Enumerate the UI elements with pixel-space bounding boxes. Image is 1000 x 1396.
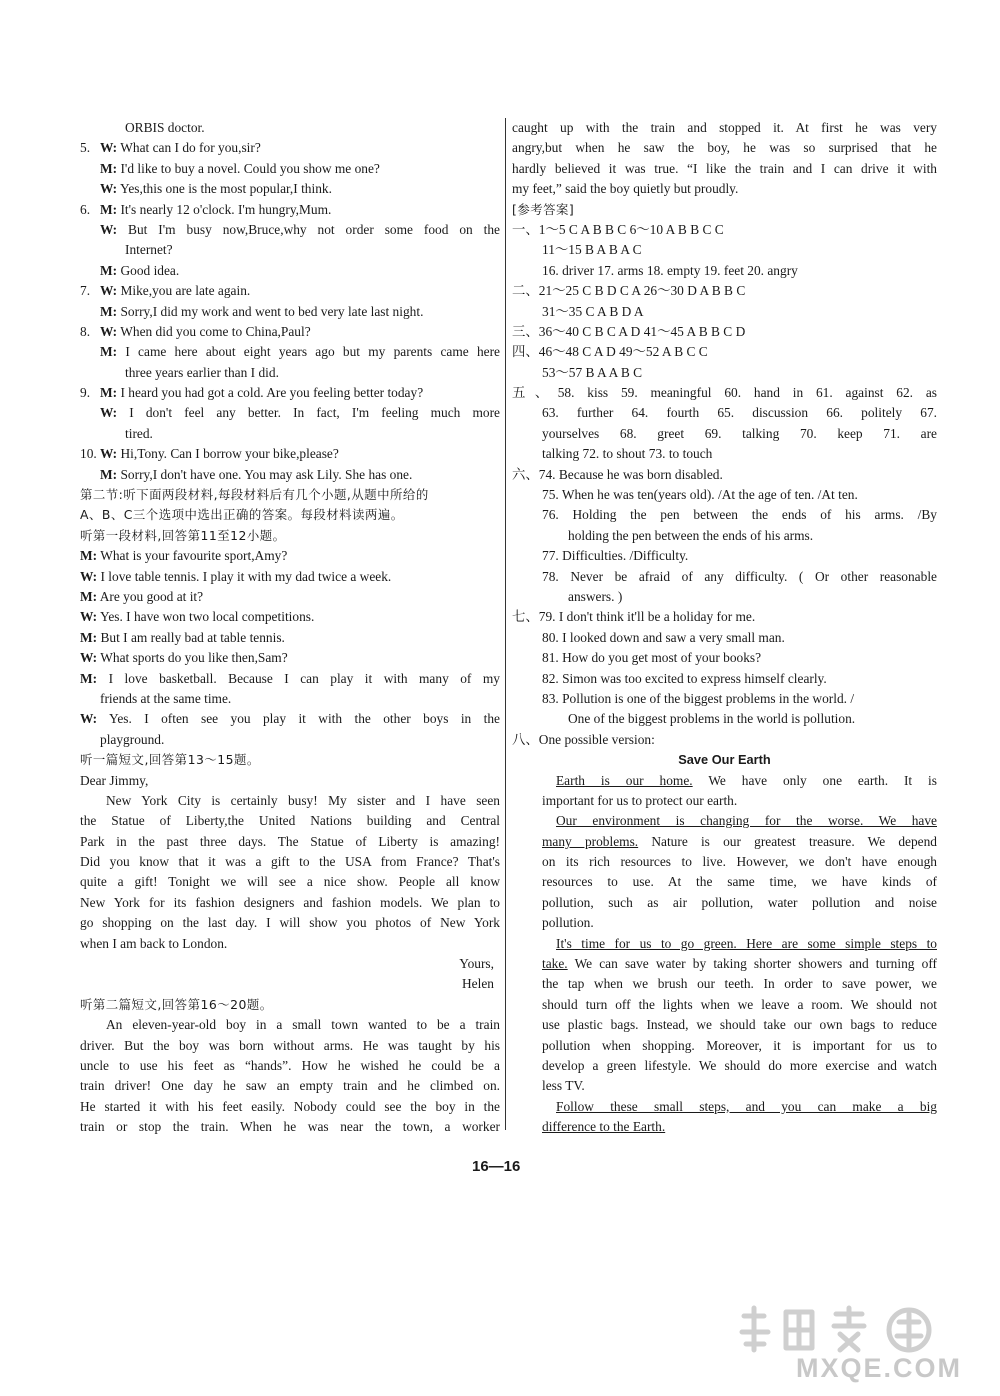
line-text: Good idea.: [120, 262, 180, 278]
text-line: [512, 852, 937, 872]
line-text: when I am back to London.: [80, 935, 228, 951]
line-text: But I'm busy now,Bruce,why not order some food on the: [128, 221, 500, 237]
text-line: [512, 689, 937, 709]
text-line: [80, 811, 500, 831]
line-text: 82. Simon was too excited to express himself clearly.: [542, 670, 827, 686]
text-line: [512, 648, 937, 668]
text-line: [512, 995, 937, 1015]
text-line: [80, 118, 500, 138]
line-text: 听一篇短文,回答第13～15题。: [80, 752, 260, 768]
item-number: 9.: [80, 385, 91, 401]
underlined-text: take.: [542, 956, 568, 972]
line-text: 八、One possible version:: [512, 731, 655, 747]
text-line: [512, 546, 937, 566]
line-text: use plastic bags. Instead, we should take our own bags to reduce: [542, 1017, 937, 1033]
page-number: 16—16: [472, 1158, 521, 1175]
text-line: [80, 832, 500, 852]
text-line: [80, 179, 500, 199]
text-line: [80, 1117, 500, 1137]
line-text: I love basketball. Because I can play it with many of my: [108, 670, 500, 686]
text-line: [80, 220, 500, 240]
line-text: Internet?: [125, 242, 173, 258]
line-text: What sports do you like then,Sam?: [100, 650, 288, 666]
underlined-text: Our environment is changing for the worse. We have: [556, 813, 937, 829]
line-text: 听第二篇短文,回答第16～20题。: [80, 996, 273, 1012]
watermark: [710, 1304, 980, 1384]
line-text: 76. Holding the pen between the ends of his arms. /By: [542, 507, 937, 523]
speaker-label: W:: [100, 221, 118, 237]
text-line: [512, 240, 937, 260]
underlined-text: Follow these small steps, and you can make a big: [556, 1098, 937, 1114]
line-text: ORBIS doctor.: [125, 120, 205, 135]
line-text: playground.: [100, 731, 165, 747]
speaker-label: W:: [100, 283, 118, 299]
speaker-label: W:: [100, 181, 118, 197]
text-line: [512, 526, 937, 546]
text-line: [512, 465, 937, 485]
speaker-label: M:: [80, 548, 98, 564]
line-text: Nature is our greatest treasure. We depend: [638, 833, 937, 849]
line-text: 81. How do you get most of your books?: [542, 650, 762, 666]
speaker-label: M:: [80, 629, 98, 645]
speaker-label: M:: [100, 303, 118, 319]
line-text: pollution.: [542, 915, 594, 931]
line-text: We can save water by taking shorter showers and turning off: [567, 956, 937, 972]
text-line: [512, 1097, 937, 1117]
line-text: the tap when we brush our teeth. In order to save power, we: [542, 976, 937, 992]
speaker-label: M:: [100, 201, 118, 217]
text-line: [80, 240, 500, 260]
text-line: [80, 872, 500, 892]
line-text: He started it with his feet easily. Nobody could see the boy in the: [80, 1098, 500, 1114]
text-line: [512, 954, 937, 974]
text-line: [80, 1097, 500, 1117]
text-line: [512, 403, 937, 423]
text-line: [80, 383, 500, 403]
text-line: [80, 1076, 500, 1096]
line-text: 80. I looked down and saw a very small man.: [542, 629, 785, 645]
text-line: [512, 567, 937, 587]
speaker-label: W:: [100, 140, 118, 156]
line-text: When did you come to China,Paul?: [120, 323, 311, 339]
line-text: train driver! One day he saw an empty train and he climbed on.: [80, 1078, 500, 1094]
speaker-label: W:: [100, 323, 118, 339]
speaker-label: W:: [80, 609, 98, 625]
line-text: Hi,Tony. Can I borrow your bike,please?: [120, 446, 339, 462]
line-text: I don't feel any better. In fact, I'm feeling much more: [129, 405, 500, 421]
line-text: 11～15 B A B A C: [542, 242, 642, 258]
text-line: [512, 281, 937, 301]
text-line: [80, 954, 500, 974]
text-line: [80, 791, 500, 811]
line-text: I'd like to buy a novel. Could you show me one?: [120, 160, 380, 176]
text-line: [512, 750, 937, 770]
line-text: driver. But the boy was born without arms. He was taught by his: [80, 1037, 500, 1053]
line-text: [参考答案]: [512, 201, 575, 217]
text-line: [512, 628, 937, 648]
text-line: [80, 342, 500, 362]
text-line: [80, 567, 500, 587]
line-text: 16. driver 17. arms 18. empty 19. feet 20. angry: [542, 262, 798, 278]
line-text: Yes. I have won two local competitions.: [99, 609, 315, 625]
text-line: [512, 669, 937, 689]
speaker-label: W:: [100, 446, 118, 462]
watermark-logo-icon: [734, 1304, 964, 1354]
line-text: 五、58. kiss 59. meaningful 60. hand in 61. against 62. as: [512, 385, 937, 401]
speaker-label: W:: [80, 711, 98, 727]
item-number: 8.: [80, 323, 91, 339]
text-line: [512, 1117, 937, 1137]
text-line: [512, 607, 937, 627]
line-text: 83. Pollution is one of the biggest problems in the world. /: [542, 690, 855, 706]
line-text: on its rich resources to live. However, we don't have enough: [542, 854, 937, 870]
line-text: Yes,this one is the most popular,I think.: [119, 181, 332, 197]
text-line: [80, 1056, 500, 1076]
line-text: yourselves 68. greet 69. talking 70. keep 71. are: [542, 425, 937, 441]
line-text: develop a green lifestyle. We should do more exercise and watch: [542, 1057, 937, 1073]
text-line: [512, 913, 937, 933]
line-text: answers. ): [568, 588, 623, 604]
line-text: quite a gift! Tonight we will see a nice show. People all know: [80, 874, 500, 890]
text-line: [512, 934, 937, 954]
text-line: [512, 587, 937, 607]
text-line: [80, 200, 500, 220]
underlined-text: many problems.: [542, 833, 639, 849]
line-text: my feet,” said the boy quietly but proudly.: [512, 181, 739, 197]
text-line: [512, 1015, 937, 1035]
underlined-text: It's time for us to go green. Here are some simple steps to: [556, 935, 937, 951]
text-line: [80, 709, 500, 729]
line-text: 77. Difficulties. /Difficulty.: [542, 548, 689, 564]
line-text: Yours,: [459, 956, 494, 972]
line-text: Yes. I often see you play it with the other boys in the: [109, 711, 500, 727]
text-line: [512, 363, 937, 383]
line-text: 四、46～48 C A D 49～52 A B C C: [512, 344, 708, 360]
speaker-label: M:: [80, 588, 98, 604]
line-text: pollution when shopping. Moreover, it is important for us to: [542, 1037, 937, 1053]
line-text: resources to use. At the same time, we have kinds of: [542, 874, 937, 890]
line-text: Sorry,I did my work and went to bed very late last night.: [120, 303, 424, 319]
text-line: [512, 893, 937, 913]
line-text: friends at the same time.: [100, 690, 232, 706]
text-line: [512, 383, 937, 403]
line-text: What can I do for you,sir?: [120, 140, 261, 156]
text-line: [80, 261, 500, 281]
line-text: three years earlier than I did.: [125, 364, 279, 380]
line-text: One of the biggest problems in the world is pollution.: [568, 711, 856, 727]
text-line: [512, 811, 937, 831]
line-text: angry,but when he saw the boy, he was so surprised that he: [512, 140, 937, 156]
line-text: holding the pen between the ends of his arms.: [568, 527, 814, 543]
line-text: 一、1～5 C A B B C 6～10 A B B C C: [512, 221, 724, 237]
line-text: New York City is certainly busy! My sister and I have seen: [106, 792, 500, 808]
line-text: I love table tennis. I play it with my dad twice a week.: [100, 568, 392, 584]
line-text: Are you good at it?: [99, 588, 204, 604]
speaker-label: W:: [80, 650, 98, 666]
text-line: [80, 607, 500, 627]
text-line: [512, 1036, 937, 1056]
text-line: [512, 709, 937, 729]
item-number: 7.: [80, 283, 91, 299]
line-text: the Statue of Liberty,the United Nations building and Central: [80, 813, 500, 829]
line-text: Park in the past three days. The Statue of Liberty is amazing!: [80, 833, 500, 849]
text-line: [80, 771, 500, 791]
line-text: Save Our Earth: [678, 752, 771, 768]
line-text: 53～57 B A A B C: [542, 364, 643, 380]
speaker-label: M:: [100, 160, 118, 176]
text-line: [80, 465, 500, 485]
speaker-label: M:: [100, 466, 118, 482]
text-line: [80, 302, 500, 322]
item-number: 5.: [80, 140, 91, 156]
line-text: 75. When he was ten(years old). /At the age of ten. /At ten.: [542, 487, 858, 503]
line-text: tired.: [125, 425, 153, 441]
line-text: 第二节:听下面两段材料,每段材料后有几个小题,从题中所给的: [80, 487, 429, 503]
line-text: 二、21～25 C B D C A 26～30 D A B B C: [512, 283, 746, 299]
line-text: 63. further 64. fourth 65. discussion 66. politely 67.: [542, 405, 937, 421]
speaker-label: M:: [80, 670, 98, 686]
text-line: [80, 485, 500, 505]
text-line: [80, 669, 500, 689]
speaker-label: M:: [100, 344, 118, 360]
underlined-text: Earth is our home.: [556, 772, 693, 788]
line-text: train or stop the train. When he was near the town, a worker: [80, 1119, 500, 1135]
line-text: Sorry,I don't have one. You may ask Lily. She has one.: [120, 466, 413, 482]
text-line: [80, 138, 500, 158]
text-line: [512, 505, 937, 525]
text-line: [80, 852, 500, 872]
text-line: [80, 913, 500, 933]
text-line: [512, 1076, 937, 1096]
line-text: I came here about eight years ago but my parents came here: [125, 344, 500, 360]
text-line: [512, 159, 937, 179]
text-line: [80, 974, 500, 994]
text-line: [80, 281, 500, 301]
text-line: [512, 974, 937, 994]
text-line: [80, 424, 500, 444]
line-text: pollution, such as air pollution, water pollution and noise: [542, 894, 937, 910]
text-line: [80, 628, 500, 648]
text-line: [80, 505, 500, 525]
line-text: hardly believed it was true. “I like the train and I can drive it with: [512, 160, 937, 176]
text-line: [512, 791, 937, 811]
line-text: important for us to protect our earth.: [542, 792, 738, 808]
line-text: 七、79. I don't think it'll be a holiday for me.: [512, 609, 756, 625]
speaker-label: M:: [100, 385, 118, 401]
watermark-text: MXQE.COM: [795, 1353, 962, 1383]
line-text: 六、74. Because he was born disabled.: [512, 466, 723, 482]
speaker-label: M:: [100, 262, 118, 278]
left-column: [80, 118, 500, 1138]
line-text: 31～35 C A B D A: [542, 303, 644, 319]
text-line: [512, 200, 937, 220]
text-line: [80, 322, 500, 342]
item-number: 10.: [80, 446, 97, 462]
line-text: It's nearly 12 o'clock. I'm hungry,Mum.: [120, 201, 332, 217]
text-line: [80, 1036, 500, 1056]
line-text: An eleven-year-old boy in a small town wanted to be a train: [106, 1017, 500, 1033]
text-line: [512, 730, 937, 750]
line-text: A、B、C三个选项中选出正确的答案。每段材料读两遍。: [80, 507, 404, 523]
item-number: 6.: [80, 201, 91, 217]
line-text: less TV.: [542, 1078, 585, 1094]
line-text: But I am really bad at table tennis.: [100, 629, 285, 645]
speaker-label: W:: [100, 405, 118, 421]
line-text: What is your favourite sport,Amy?: [100, 548, 288, 564]
text-line: [80, 750, 500, 770]
line-text: Dear Jimmy,: [80, 772, 149, 788]
text-line: [80, 689, 500, 709]
text-line: [80, 1015, 500, 1035]
line-text: caught up with the train and stopped it. At first he was very: [512, 120, 937, 135]
text-line: [80, 730, 500, 750]
text-line: [80, 587, 500, 607]
text-line: [512, 832, 937, 852]
text-line: [80, 934, 500, 954]
text-line: [80, 995, 500, 1015]
line-text: Mike,you are late again.: [120, 283, 251, 299]
speaker-label: W:: [80, 568, 98, 584]
line-text: 三、36～40 C B C A D 41～45 A B B C D: [512, 323, 746, 339]
line-text: 78. Never be afraid of any difficulty. ( Or other reasonable: [542, 568, 937, 584]
line-text: We have only one earth. It is: [692, 772, 937, 788]
text-line: [80, 648, 500, 668]
line-text: New York for its fashion designers and fashion models. We plan to: [80, 894, 500, 910]
text-line: [80, 526, 500, 546]
line-text: Helen: [462, 976, 494, 992]
line-text: I heard you had got a cold. Are you feeling better today?: [120, 385, 424, 401]
text-line: [512, 118, 937, 138]
line-text: uncle to use his feet as “hands”. How he wished he could be a: [80, 1057, 500, 1073]
right-column: [512, 118, 937, 1138]
text-line: [80, 159, 500, 179]
column-divider: [505, 118, 506, 1130]
line-text: 听第一段材料,回答第11至12小题。: [80, 527, 286, 543]
line-text: should turn off the lights when we leave a room. We should not: [542, 996, 937, 1012]
text-line: [512, 424, 937, 444]
line-text: Did you know that it was a gift to the USA from France? That's: [80, 854, 500, 870]
text-line: [512, 302, 937, 322]
text-line: [80, 403, 500, 423]
text-line: [512, 771, 937, 791]
text-line: [512, 261, 937, 281]
text-line: [512, 872, 937, 892]
text-line: [512, 485, 937, 505]
line-text: talking 72. to shout 73. to touch: [542, 446, 713, 462]
text-line: [512, 220, 937, 240]
text-line: [512, 342, 937, 362]
text-line: [512, 1056, 937, 1076]
line-text: go shopping on the last day. I will show you photos of New York: [80, 915, 500, 931]
text-line: [80, 546, 500, 566]
text-line: [512, 179, 937, 199]
text-line: [512, 138, 937, 158]
text-line: [80, 893, 500, 913]
text-line: [512, 322, 937, 342]
text-line: [80, 444, 500, 464]
text-line: [512, 444, 937, 464]
underlined-text: difference to the Earth.: [542, 1119, 666, 1135]
text-line: [80, 363, 500, 383]
